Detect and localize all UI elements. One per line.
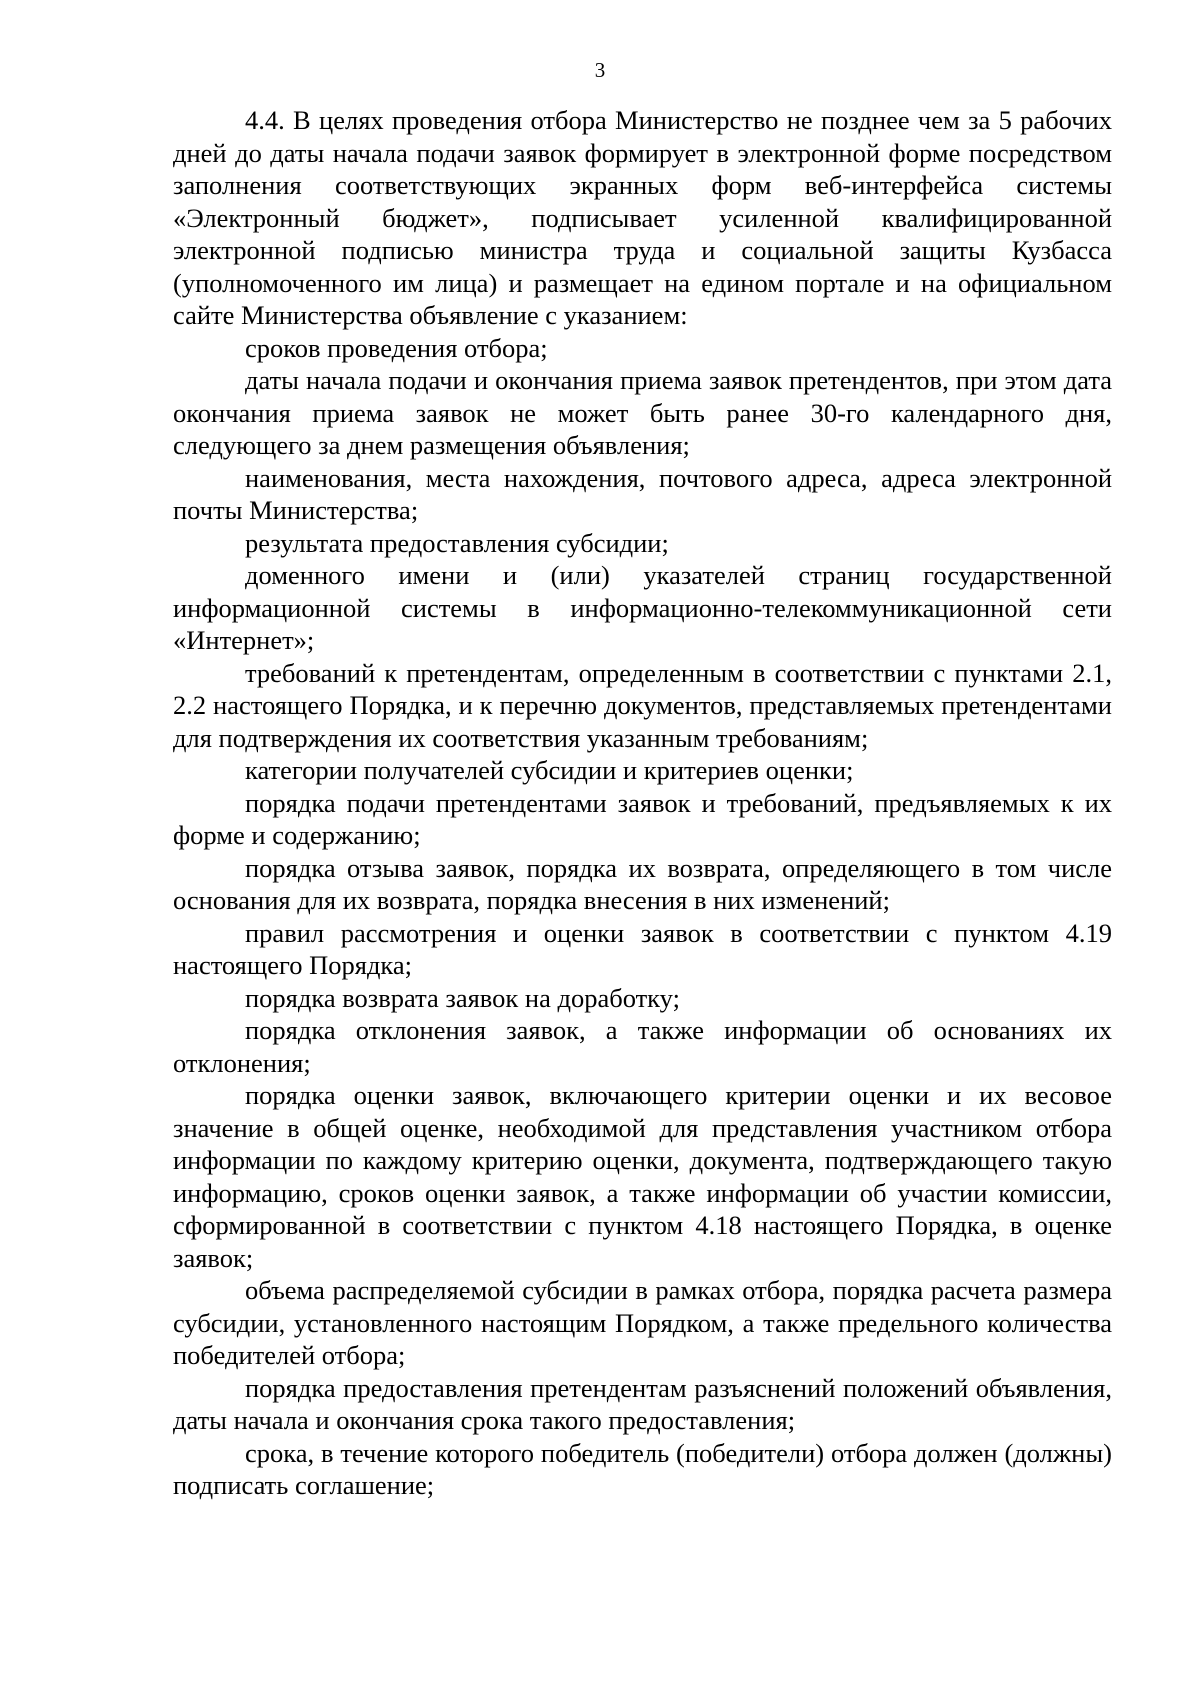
paragraph-review-rules: правил рассмотрения и оценки заявок в соответствии с пунктом 4.19 настоящего Порядка; <box>173 917 1112 980</box>
paragraph-submission-procedure: порядка подачи претендентами заявок и требований, предъявляемых к их форме и содержанию; <box>173 787 1112 850</box>
paragraph-clarifications: порядка предоставления претендентам разъяснений положений объявления, даты начала и окончания срока такого предоставления; <box>173 1372 1112 1435</box>
paragraph-subsidy-result: результата предоставления субсидии; <box>245 527 669 558</box>
paragraph-rejection-procedure: порядка отклонения заявок, а также информации об основаниях их отклонения; <box>173 1015 1112 1078</box>
paragraph-recipient-categories: категории получателей субсидии и критериев оценки; <box>245 755 854 785</box>
document-body <box>173 104 1112 1502</box>
paragraph-agreement-deadline: срока, в течение которого победитель (победители) отбора должен (должны) подписать соглашение; <box>173 1437 1112 1500</box>
paragraph-subsidy-volume: объема распределяемой субсидии в рамках отбора, порядка расчета размера субсидии, установленного настоящим Порядком, а также предельного количества победителей отбора; <box>173 1275 1112 1370</box>
paragraph-return-for-revision: порядка возврата заявок на доработку; <box>245 982 680 1013</box>
paragraph-domain-name: доменного имени и (или) указателей страниц государственной информационной системы в информационно-телекоммуникационной сети «Интернет»; <box>173 560 1112 655</box>
paragraph-4-4-intro: 4.4. В целях проведения отбора Министерство не позднее чем за 5 рабочих дней до даты начала подачи заявок формирует в электронной форме посредством заполнения соответствующих экранных форм веб-интерфейса системы «Электронный бюджет», подписывает усиленной квалифицированной электронной подписью министра труда и социальной защиты Кузбасса (уполномоченного им лица) и размещает на едином портале и на официальном сайте Министерства объявление с указанием: <box>173 105 1112 330</box>
paragraph-application-dates: даты начала подачи и окончания приема заявок претендентов, при этом дата окончания приема заявок не может быть ранее 30-го календарного дня, следующего за днем размещения объявления; <box>173 365 1112 460</box>
paragraph-applicant-requirements: требований к претендентам, определенным в соответствии с пунктами 2.1, 2.2 настоящего Порядка, и к перечню документов, представляемых претендентами для подтверждения их соответствия указанным требованиям; <box>173 657 1112 753</box>
paragraph-withdrawal-procedure: порядка отзыва заявок, порядка их возврата, определяющего в том числе основания для их возврата, порядка внесения в них изменений; <box>173 852 1112 915</box>
page-number: 3 <box>594 58 606 82</box>
paragraph-evaluation-procedure: порядка оценки заявок, включающего критерии оценки и их весовое значение в общей оценке, необходимой для представления участником отбора информации по каждому критерию оценки, документа, подтверждающего такую информацию, сроков оценки заявок, а также информации об участии комиссии, сформированной в соответствии с пунктом 4.18 настоящего Порядка, в оценке заявок; <box>173 1080 1112 1273</box>
paragraph-selection-terms: сроков проведения отбора; <box>245 332 548 363</box>
paragraph-ministry-contacts: наименования, места нахождения, почтового адреса, адреса электронной почты Министерства; <box>173 462 1112 525</box>
